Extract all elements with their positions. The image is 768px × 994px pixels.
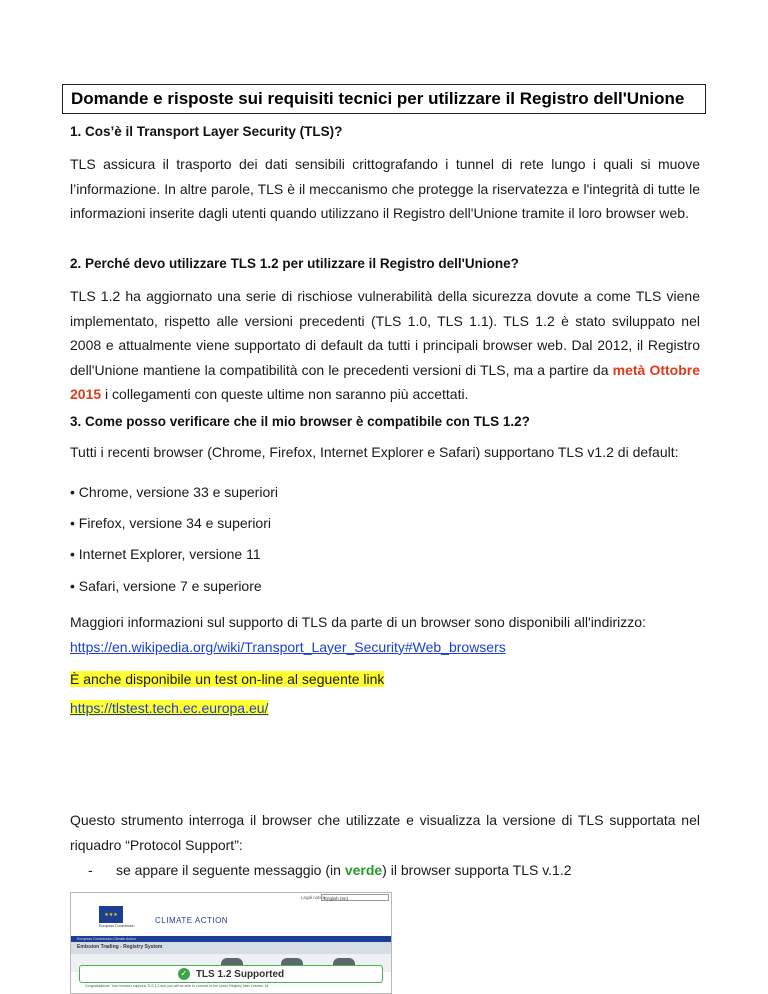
- congrats-text: Congratulations. Your browser supports TLS 1.2 and you will be able to connect to the Union Registry after October 15.: [85, 984, 270, 988]
- browser-item-firefox: • Firefox, versione 34 e superiori: [70, 515, 271, 531]
- language-select[interactable]: English (en): [321, 894, 389, 901]
- test-online-text: È anche disponibile un test on-line al seguente link: [70, 671, 385, 687]
- screenshot-header: [71, 893, 391, 935]
- system-bar: Emission Trading - Registry System: [71, 942, 391, 954]
- site-name: CLIMATE ACTION: [155, 916, 229, 925]
- answer-2: [70, 284, 700, 407]
- browser-item-chrome: • Chrome, versione 33 e superiori: [70, 484, 278, 500]
- test-link-paragraph: [70, 696, 700, 721]
- answer-1: TLS assicura il trasporto dei dati sensibili crittografando i tunnel di rete lungo i quali si muove l’informazione. In altre parole, TLS è il meccanismo che protegge la riservatezza e l'integrità di tutte le informazioni inserite dagli utenti quando utilizzano il Registro dell'Unione tramite il loro browser web.: [70, 156, 700, 221]
- test-online-paragraph: [70, 667, 700, 692]
- browser-item-safari: • Safari, versione 7 e superiore: [70, 578, 262, 594]
- more-info-paragraph: [70, 610, 700, 659]
- question-3: 3. Come posso verificare che il mio browser è compatibile con TLS 1.2?: [70, 414, 530, 429]
- deadline-date: metà Ottobre 2015: [70, 361, 700, 402]
- answer-3-intro: Tutti i recenti browser (Chrome, Firefox, Internet Explorer e Safari) supportano TLS v1.2 di default:: [70, 444, 679, 460]
- dash-item-text: se appare il seguente messaggio (in verde) il browser supporta TLS v.1.2: [116, 862, 572, 878]
- answer-2-text-1: TLS 1.2 ha aggiornato una serie di rischiose vulnerabilità della sicurezza dovute a come TLS viene implementato, rispetto alle versioni precedenti (TLS 1.0, TLS 1.1). TLS 1.2 è stato sviluppato nel 2008 e attualmente viene supportato di default da tutti i principali browser web. Dal 2012, il Registro dell'Unione mantiene la compatibilità con le precedenti versioni di TLS, ma a partire da: [70, 288, 700, 378]
- wikipedia-link[interactable]: https://en.wikipedia.org/wiki/Transport_Layer_Security#Web_browsers: [70, 638, 506, 655]
- tls-supported-text: TLS 1.2 Supported: [195, 968, 285, 980]
- tls-supported-box: [79, 965, 383, 983]
- document-title: Domande e risposte sui requisiti tecnici per utilizzare il Registro dell'Unione: [62, 84, 706, 114]
- tls-test-link[interactable]: https://tlstest.tech.ec.europa.eu/: [70, 700, 269, 716]
- more-info-text: Maggiori informazioni sul supporto di TLS da parte di un browser sono disponibili all'indirizzo:: [70, 614, 646, 630]
- question-2: 2. Perché devo utilizzare TLS 1.2 per utilizzare il Registro dell'Unione?: [70, 256, 519, 271]
- eu-caption: European Commission: [99, 924, 135, 928]
- blue-nav-bar: European Commission Climate Action: [71, 936, 391, 942]
- green-word: verde: [344, 862, 383, 878]
- eu-flag-icon: ★★★: [99, 906, 123, 923]
- language-label: Legal notice: [301, 895, 326, 900]
- browser-item-ie: • Internet Explorer, versione 11: [70, 546, 261, 562]
- tool-description: Questo strumento interroga il browser che utilizzate e visualizza la versione di TLS supportata nel riquadro “Protocol Support”:: [70, 812, 700, 853]
- answer-2-text-2: i collegamenti con queste ultime non saranno più accettati.: [101, 386, 469, 402]
- dash-marker: -: [88, 862, 93, 878]
- tls-test-screenshot: [70, 892, 392, 994]
- check-icon: ✓: [178, 968, 190, 980]
- question-1: 1. Cos’è il Transport Layer Security (TLS)?: [70, 124, 343, 139]
